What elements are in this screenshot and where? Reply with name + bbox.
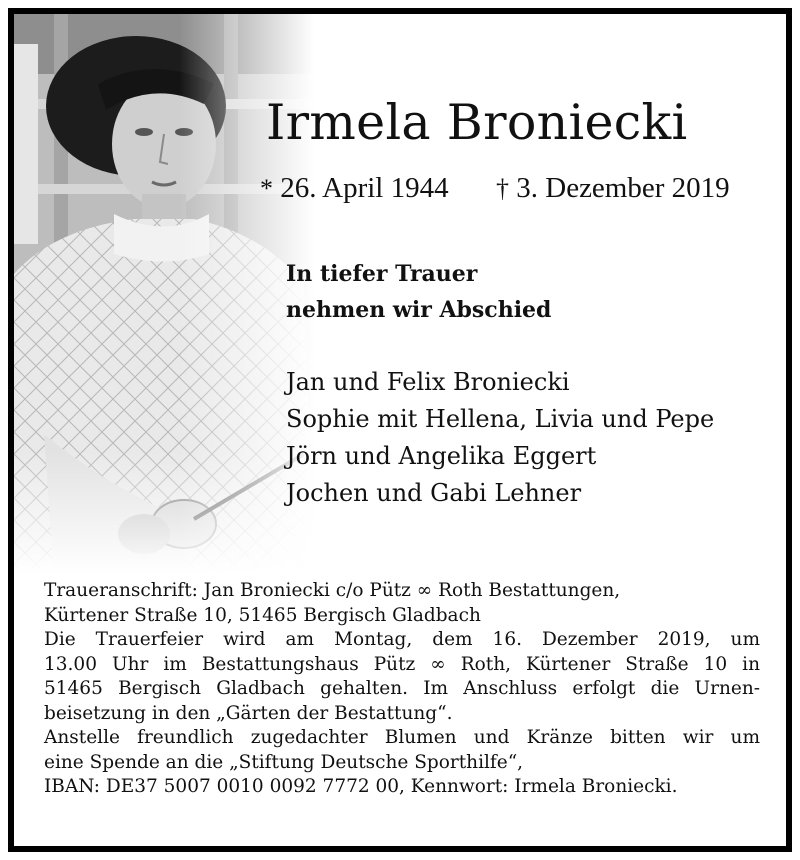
obituary-card [8, 8, 792, 852]
notice-line: 13.00 Uhr im Bestattungshaus Pütz ∞ Roth, Kürtener Straße 10 in [44, 653, 760, 675]
mourner-list [286, 364, 714, 512]
death-symbol: † [496, 174, 509, 203]
notice-line: Traueranschrift: Jan Broniecki c/o Pütz ∞ Roth Bestattungen, [44, 580, 621, 601]
mourner-entry: Jochen und Gabi Lehner [286, 479, 582, 507]
mourning-statement [286, 256, 551, 328]
birth-date: 26. April 1944 [280, 172, 449, 204]
notice-line: Die Trauerfeier wird am Montag, dem 16. Dezember 2019, um [44, 629, 760, 650]
notice-line: beisetzung in den „Gärten der Bestattung“. [44, 702, 453, 724]
birth-date-line [260, 172, 449, 205]
death-date: 3. Dezember 2019 [516, 172, 730, 204]
mourner-entry: Sophie mit Hellena, Livia und Pepe [286, 405, 715, 433]
notice-line: Anstelle freundlich zugedachter Blumen und Kränze bitten wir um [44, 727, 760, 748]
deceased-name: Irmela Broniecki [266, 94, 688, 151]
mourning-line: In tiefer Trauer [286, 261, 478, 287]
notice-line: eine Spende an die „Stiftung Deutsche Sporthilfe“, [44, 751, 524, 773]
funeral-notice [44, 579, 760, 800]
mourner-entry: Jörn und Angelika Eggert [286, 442, 597, 470]
notice-line: Kürtener Straße 10, 51465 Bergisch Gladbach [44, 604, 481, 626]
death-date-line [496, 172, 730, 205]
notice-line: IBAN: DE37 5007 0010 0092 7772 00, Kennwort: Irmela Broniecki. [44, 776, 678, 797]
mourner-entry: Jan und Felix Broniecki [286, 368, 570, 396]
mourning-line: nehmen wir Abschied [286, 297, 552, 323]
birth-symbol: * [260, 174, 273, 203]
notice-line: 51465 Bergisch Gladbach gehalten. Im Anschluss erfolgt die Urnen- [44, 678, 760, 699]
